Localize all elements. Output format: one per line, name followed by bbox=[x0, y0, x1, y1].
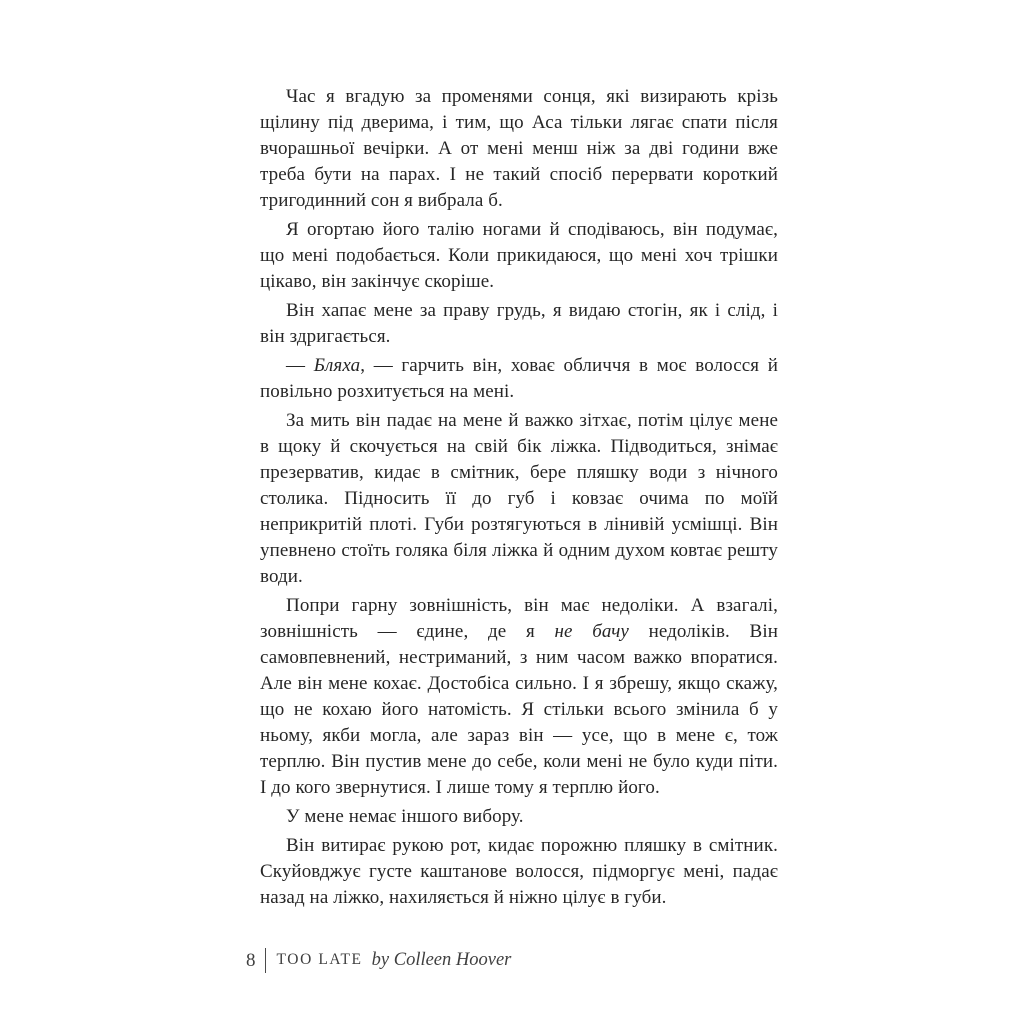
italic-text-run: не бачу bbox=[554, 621, 629, 642]
paragraph bbox=[260, 833, 778, 911]
paragraph bbox=[260, 408, 778, 590]
book-title: TOO LATE bbox=[276, 951, 363, 969]
page-body bbox=[260, 84, 778, 911]
paragraph bbox=[260, 593, 778, 801]
paragraph bbox=[260, 84, 778, 214]
paragraph bbox=[260, 298, 778, 350]
author-credit: by Colleen Hoover bbox=[371, 949, 512, 970]
page-footer bbox=[246, 944, 511, 976]
footer-divider bbox=[265, 948, 266, 973]
text-run: — bbox=[286, 355, 314, 376]
text-run: За мить він падає на мене й важко зітхає, потім цілує мене в щоку й скочується на свій бік ліжка. Підводиться, знімає презерватив, кидає в смітник, бере пляшку води з нічного столика. Підносить її до губ і ковзає очима по моїй неприкритій плоті. Губи розтягуються в лінивій усмішці. Він упевнено стоїть голяка біля ліжка й одним духом ковтає решту води. bbox=[260, 410, 778, 587]
text-run: Він хапає мене за праву грудь, я видаю стогін, як і слід, і він здригається. bbox=[260, 300, 778, 347]
text-run: Він витирає рукою рот, кидає порожню пляшку в смітник. Скуйовджує густе каштанове волосся, підморгує мені, падає назад на ліжко, нахиляється й ніжно цілує в губи. bbox=[260, 835, 778, 908]
paragraph bbox=[260, 353, 778, 405]
italic-text-run: Бляха bbox=[313, 355, 361, 376]
text-run: , — гарчить він, ховає обличчя в моє волосся й повільно розхитується на мені. bbox=[260, 355, 779, 402]
paragraph bbox=[260, 804, 778, 830]
text-run: Час я вгадую за променями сонця, які визирають крізь щілину під дверима, і тим, що Аса тільки лягає спати після вчорашньої вечірки. А от мені менш ніж за дві години вже треба бути на парах. І не такий спосіб перервати короткий тригодинний сон я вибрала б. bbox=[260, 86, 778, 211]
paragraph bbox=[260, 217, 778, 295]
text-run: Попри гарну зовнішність, він має недоліки. А взагалі, зовнішність — єдине, де я bbox=[260, 595, 778, 642]
page-number: 8 bbox=[246, 949, 256, 971]
text-run: Я огортаю його талію ногами й сподіваюсь, він подумає, що мені подобається. Коли прикидаюся, що мені хоч трішки цікаво, він закінчує скоріше. bbox=[260, 219, 778, 292]
text-run: недоліків. Він самовпевнений, нестриманий, з ним часом важко впоратися. Але він мене кохає. Достобіса сильно. І я збрешу, якщо скажу, що не кохаю його натомість. Я стільки всього змінила б у ньому, якби могла, але зараз він — усе, що в мене є, тож терплю. Він пустив мене до себе, коли мені не було куди піти. І до кого звернутися. І лише тому я терплю його. bbox=[260, 621, 778, 798]
text-run: У мене немає іншого вибору. bbox=[286, 806, 524, 827]
